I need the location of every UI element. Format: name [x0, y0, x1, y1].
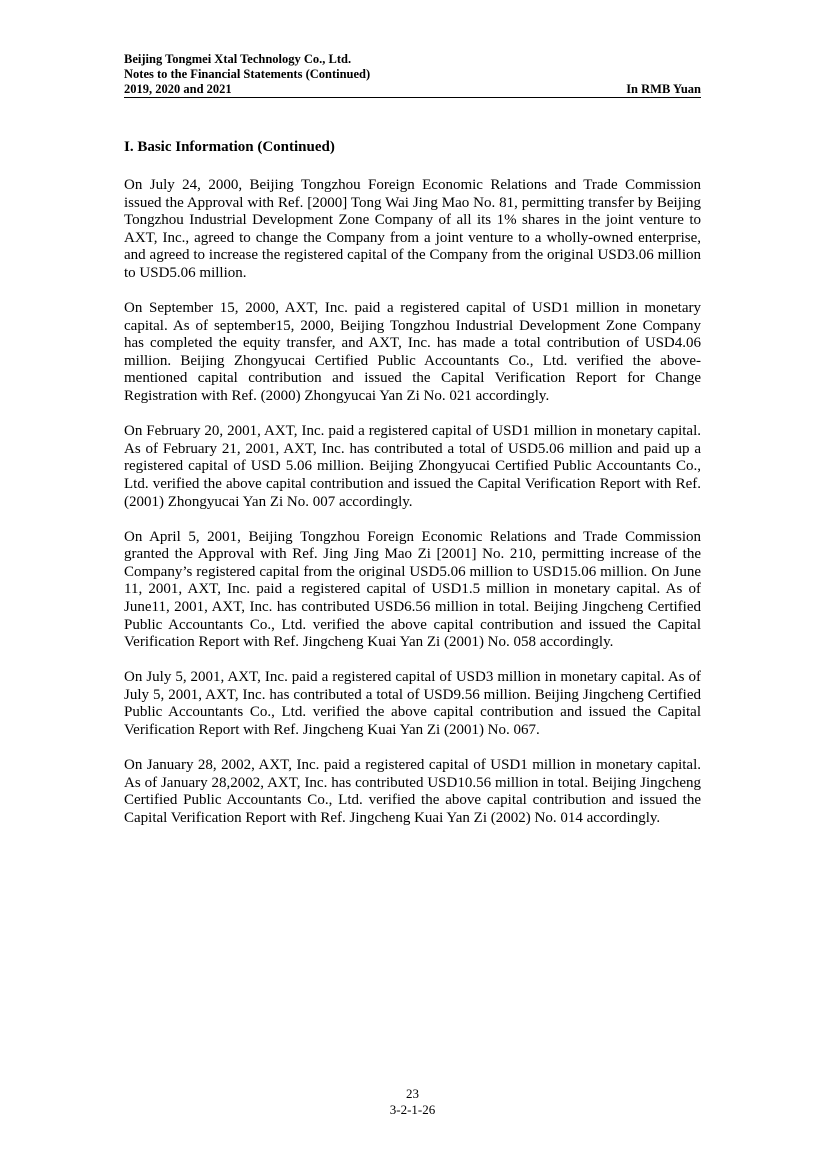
document-title: Notes to the Financial Statements (Continued): [124, 67, 371, 81]
page-code: 3-2-1-26: [389, 1101, 436, 1117]
currency-note: In RMB Yuan: [626, 82, 701, 96]
body-text: [124, 177, 701, 845]
page-header: [124, 52, 701, 98]
page-number: 23: [406, 1086, 419, 1101]
paragraph: On July 5, 2001, AXT, Inc. paid a registered capital of USD3 million in monetary capital. As of July 5, 2001, AXT, Inc. has contributed a total of USD9.56 million. Beijing Jingcheng Certified Public Accountants Co., Ltd. verified the above capital contribution and issued the Capital Verification Report with Ref. Jingcheng Kuai Yan Zi (2001) No. 067.: [124, 669, 701, 739]
paragraph: On July 24, 2000, Beijing Tongzhou Foreign Economic Relations and Trade Commission issued the Approval with Ref. [2000] Tong Wai Jing Mao No. 81, permitting transfer by Beijing Tongzhou Industrial Development Zone Company of all its 1% shares in the joint venture to AXT, Inc., agreed to change the Company from a joint venture to a wholly-owned enterprise, and agreed to increase the registered capital of the Company from the original USD3.06 million to USD5.06 million.: [124, 177, 701, 281]
header-rule-row: [124, 82, 701, 98]
paragraph: On January 28, 2002, AXT, Inc. paid a registered capital of USD1 million in monetary capital. As of January 28,2002, AXT, Inc. has contributed USD10.56 million in total. Beijing Jingcheng Certified Public Accountants Co., Ltd. verified the above capital contribution and issued the Capital Verification Report with Ref. Jingcheng Kuai Yan Zi (2002) No. 014 accordingly.: [124, 757, 701, 826]
reporting-years: 2019, 2020 and 2021: [124, 82, 232, 96]
paragraph: On April 5, 2001, Beijing Tongzhou Foreign Economic Relations and Trade Commission granted the Approval with Ref. Jing Jing Mao Zi [2001] No. 210, permitting increase of the Company’s registered capital from the original USD5.06 million to USD15.06 million. On June 11, 2001, AXT, Inc. paid a registered capital of USD1.5 million in monetary capital. As of June11, 2001, AXT, Inc. has contributed USD6.56 million in total. Beijing Jingcheng Certified Public Accountants Co., Ltd. verified the above capital contribution and issued the Capital Verification Report with Ref. Jingcheng Kuai Yan Zi (2001) No. 058 accordingly.: [124, 528, 701, 651]
section-title: I. Basic Information (Continued): [124, 139, 335, 155]
company-name: Beijing Tongmei Xtal Technology Co., Ltd.: [124, 52, 352, 66]
paragraph: On February 20, 2001, AXT, Inc. paid a registered capital of USD1 million in monetary capital. As of February 21, 2001, AXT, Inc. has contributed a total of USD5.06 million and paid up a registered capital of USD 5.06 million. Beijing Zhongyucai Certified Public Accountants Co., Ltd. verified the above capital contribution and issued the Capital Verification Report with Ref. (2001) Zhongyucai Yan Zi No. 007 accordingly.: [124, 423, 701, 510]
page-footer: [0, 1086, 825, 1117]
paragraph: On September 15, 2000, AXT, Inc. paid a registered capital of USD1 million in monetary capital. As of september15, 2000, Beijing Tongzhou Industrial Development Zone Company has completed the equity transfer, and AXT, Inc. has made a total contribution of USD4.06 million. Beijing Zhongyucai Certified Public Accountants Co., Ltd. verified the above-mentioned capital contribution and issued the Capital Verification Report for Change Registration with Ref. (2000) Zhongyucai Yan Zi No. 021 accordingly.: [124, 300, 701, 405]
